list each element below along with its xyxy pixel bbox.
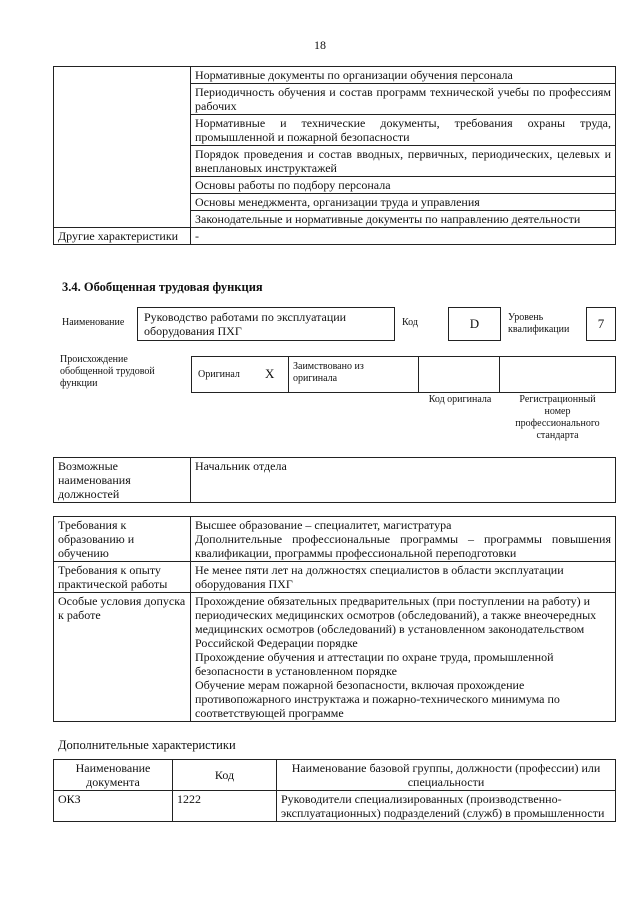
condition-line: Обучение мерам пожарной безопасности, включая прохождение противопожарного инструктажа и пожарно-технического минимума по соответствующей программе: [195, 678, 560, 720]
knowledge-row: Основы менеджмента, организации труда и управления: [191, 194, 616, 211]
origin-divider: [418, 357, 419, 392]
additional-title: Дополнительные характеристики: [58, 738, 236, 752]
function-name-label: Наименование: [62, 317, 125, 328]
positions-table: [53, 457, 616, 503]
condition-line: Прохождение обучения и аттестации по охране труда, промышленной безопасности в установленном порядке: [195, 650, 554, 678]
function-code-label: Код: [402, 317, 418, 328]
knowledge-table: [53, 66, 616, 245]
qualification-level-label: Уровень квалификации: [508, 312, 570, 335]
additional-header-name: Наименование базовой группы, должности (профессии) или специальности: [277, 760, 616, 791]
qualification-level-value: 7: [586, 307, 616, 341]
function-name-value: Руководство работами по эксплуатации оборудования ПХГ: [137, 307, 395, 341]
additional-cell-doc: ОКЗ: [54, 791, 173, 822]
additional-table: [53, 759, 616, 822]
knowledge-row: Основы работы по подбору персонала: [191, 177, 616, 194]
education-line: Высшее образование – специалитет, магистратура: [195, 518, 452, 532]
other-characteristics-label: Другие характеристики: [54, 228, 191, 245]
code-original-label: Код оригинала: [428, 394, 492, 405]
additional-header-doc: Наименование документа: [54, 760, 173, 791]
experience-label: Требования к опыту практической работы: [54, 562, 191, 593]
knowledge-label-cell: [54, 67, 191, 228]
positions-label: Возможные наименования должностей: [54, 458, 191, 503]
additional-header-code: Код: [173, 760, 277, 791]
original-mark: X: [265, 366, 275, 381]
conditions-label: Особые условия допуска к работе: [54, 593, 191, 722]
experience-value: Не менее пяти лет на должностях специалистов в области эксплуатации оборудования ПХГ: [191, 562, 616, 593]
knowledge-row: Нормативные документы по организации обучения персонала: [191, 67, 616, 84]
section-title: 3.4. Обобщенная трудовая функция: [62, 280, 263, 294]
knowledge-row: Законодательные и нормативные документы по направлению деятельности: [191, 211, 616, 228]
knowledge-row: Порядок проведения и состав вводных, первичных, периодических, целевых и внеплановых инструктажей: [191, 146, 616, 177]
education-label: Требования к образованию и обучению: [54, 517, 191, 562]
function-code-value: D: [448, 307, 501, 341]
origin-box: [191, 356, 616, 393]
knowledge-row: Нормативные и технические документы, требования охраны труда, промышленной и пожарной безопасности: [191, 115, 616, 146]
condition-line: Прохождение обязательных предварительных (при поступлении на работу) и периодических медицинских осмотров (обследований), а также внеочередных медицинских осмотров (обследований) в установленном законодательством Российской Федерации порядке: [195, 594, 597, 650]
other-characteristics-value: -: [191, 228, 616, 245]
origin-divider: [499, 357, 500, 392]
additional-cell-name: Руководители специализированных (производственно-эксплуатационных) подразделений (служб) в промышленности: [277, 791, 616, 822]
knowledge-row: Периодичность обучения и состав программ технической учебы по профессиям рабочих: [191, 84, 616, 115]
origin-label: Происхождение обобщенной трудовой функции: [60, 354, 155, 389]
positions-value: Начальник отдела: [191, 458, 616, 503]
origin-divider: [288, 357, 289, 392]
additional-cell-code: 1222: [173, 791, 277, 822]
reg-number-label: Регистрационный номер профессионального стандарта: [515, 394, 600, 441]
borrowed-label: Заимствовано из оригинала: [293, 361, 364, 384]
original-label: Оригинал: [198, 369, 240, 380]
page-number: 18: [314, 38, 326, 52]
education-line: Дополнительные профессиональные программы – программы повышения квалификации, программы профессиональной переподготовки: [195, 532, 611, 560]
requirements-table: [53, 516, 616, 722]
